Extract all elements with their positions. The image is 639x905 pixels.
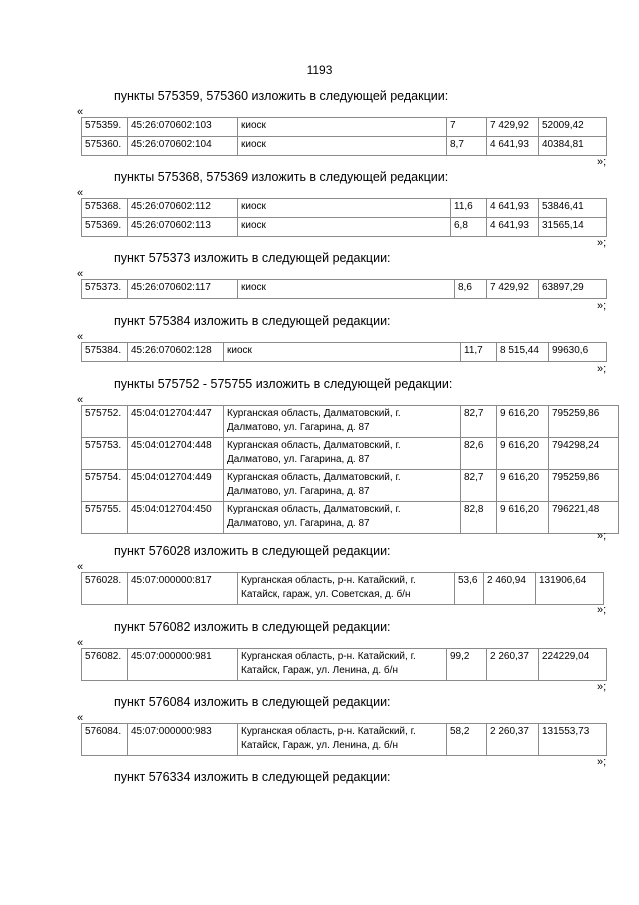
table-row: [82, 724, 607, 756]
area-cell: 11,6: [451, 199, 487, 218]
item-number-cell: 576082.: [82, 649, 128, 681]
value-cell: 40384,81: [539, 137, 607, 156]
item-number-cell: 575373.: [82, 280, 128, 299]
object-description-cell: киоск: [238, 280, 455, 299]
area-cell: 82,7: [461, 406, 497, 438]
rate-cell: 9 616,20: [497, 502, 549, 534]
cadastral-number-cell: 45:04:012704:450: [128, 502, 224, 534]
value-cell: 796221,48: [549, 502, 619, 534]
opening-quote: «: [77, 187, 84, 199]
rate-cell: 2 260,37: [487, 649, 539, 681]
closing-quote: »;: [597, 756, 607, 768]
cadastral-number-cell: 45:26:070602:113: [128, 218, 238, 237]
area-cell: 8,6: [455, 280, 487, 299]
cadastral-number-cell: 45:26:070602:103: [128, 118, 238, 137]
item-number-cell: 576084.: [82, 724, 128, 756]
object-description-cell: киоск: [224, 343, 461, 362]
cadastral-table: [81, 279, 607, 299]
value-cell: 795259,86: [549, 406, 619, 438]
cadastral-number-cell: 45:07:000000:981: [128, 649, 238, 681]
value-cell: 224229,04: [539, 649, 607, 681]
object-description-cell: Курганская область, Далматовский, г. Далматово, ул. Гагарина, д. 87: [224, 470, 461, 502]
table-row: [82, 649, 607, 681]
item-number-cell: 575368.: [82, 199, 128, 218]
closing-quote: »;: [597, 300, 607, 312]
table-row: [82, 218, 607, 237]
item-number-cell: 575359.: [82, 118, 128, 137]
rate-cell: 2 260,37: [487, 724, 539, 756]
opening-quote: «: [77, 561, 84, 573]
page-number: 1193: [306, 63, 333, 77]
section-heading: пункт 576028 изложить в следующей редакции:: [114, 544, 391, 558]
value-cell: 52009,42: [539, 118, 607, 137]
area-cell: 53,6: [455, 573, 484, 605]
table-row: [82, 438, 619, 470]
item-number-cell: 575369.: [82, 218, 128, 237]
item-number-cell: 576028.: [82, 573, 128, 605]
closing-quote: »;: [597, 156, 607, 168]
cadastral-table: [81, 198, 607, 237]
closing-quote: »;: [597, 530, 607, 542]
item-number-cell: 575755.: [82, 502, 128, 534]
closing-quote: »;: [597, 237, 607, 249]
area-cell: 8,7: [447, 137, 487, 156]
cadastral-number-cell: 45:26:070602:104: [128, 137, 238, 156]
object-description-cell: киоск: [238, 218, 451, 237]
closing-quote: »;: [597, 681, 607, 693]
table-row: [82, 406, 619, 438]
cadastral-table: [81, 648, 607, 681]
object-description-cell: Курганская область, р-н. Катайский, г. Катайск, Гараж, ул. Ленина, д. б/н: [238, 649, 447, 681]
table-row: [82, 343, 607, 362]
cadastral-number-cell: 45:07:000000:817: [128, 573, 238, 605]
rate-cell: 8 515,44: [497, 343, 549, 362]
cadastral-table: [81, 572, 604, 605]
section-heading: пункт 576334 изложить в следующей редакции:: [114, 770, 391, 784]
cadastral-table: [81, 117, 607, 156]
value-cell: 131553,73: [539, 724, 607, 756]
item-number-cell: 575752.: [82, 406, 128, 438]
rate-cell: 4 641,93: [487, 137, 539, 156]
rate-cell: 4 641,93: [487, 218, 539, 237]
rate-cell: 9 616,20: [497, 438, 549, 470]
object-description-cell: Курганская область, р-н. Катайский, г. Катайск, гараж, ул. Советская, д. б/н: [238, 573, 455, 605]
opening-quote: «: [77, 331, 84, 343]
rate-cell: 2 460,94: [484, 573, 536, 605]
table-row: [82, 137, 607, 156]
area-cell: 11,7: [461, 343, 497, 362]
area-cell: 6,8: [451, 218, 487, 237]
section-heading: пункты 575752 - 575755 изложить в следующей редакции:: [114, 377, 453, 391]
opening-quote: «: [77, 106, 84, 118]
value-cell: 31565,14: [539, 218, 607, 237]
table-row: [82, 573, 604, 605]
area-cell: 82,6: [461, 438, 497, 470]
opening-quote: «: [77, 268, 84, 280]
section-heading: пункт 575384 изложить в следующей редакции:: [114, 314, 391, 328]
area-cell: 99,2: [447, 649, 487, 681]
object-description-cell: киоск: [238, 137, 447, 156]
rate-cell: 9 616,20: [497, 406, 549, 438]
value-cell: 53846,41: [539, 199, 607, 218]
cadastral-table: [81, 405, 619, 534]
value-cell: 99630,6: [549, 343, 607, 362]
object-description-cell: Курганская область, Далматовский, г. Далматово, ул. Гагарина, д. 87: [224, 502, 461, 534]
area-cell: 58,2: [447, 724, 487, 756]
object-description-cell: Курганская область, Далматовский, г. Далматово, ул. Гагарина, д. 87: [224, 406, 461, 438]
cadastral-number-cell: 45:04:012704:449: [128, 470, 224, 502]
section-heading: пункт 576082 изложить в следующей редакции:: [114, 620, 391, 634]
section-heading: пункт 576084 изложить в следующей редакции:: [114, 695, 391, 709]
table-row: [82, 470, 619, 502]
cadastral-number-cell: 45:26:070602:112: [128, 199, 238, 218]
table-row: [82, 502, 619, 534]
area-cell: 7: [447, 118, 487, 137]
closing-quote: »;: [597, 604, 607, 616]
cadastral-number-cell: 45:04:012704:448: [128, 438, 224, 470]
table-row: [82, 199, 607, 218]
object-description-cell: киоск: [238, 118, 447, 137]
opening-quote: «: [77, 712, 84, 724]
closing-quote: »;: [597, 363, 607, 375]
cadastral-number-cell: 45:07:000000:983: [128, 724, 238, 756]
section-heading: пункты 575359, 575360 изложить в следующей редакции:: [114, 89, 449, 103]
value-cell: 63897,29: [539, 280, 607, 299]
section-heading: пункты 575368, 575369 изложить в следующей редакции:: [114, 170, 449, 184]
cadastral-number-cell: 45:26:070602:117: [128, 280, 238, 299]
rate-cell: 4 641,93: [487, 199, 539, 218]
object-description-cell: Курганская область, р-н. Катайский, г. Катайск, Гараж, ул. Ленина, д. б/н: [238, 724, 447, 756]
table-row: [82, 280, 607, 299]
cadastral-number-cell: 45:04:012704:447: [128, 406, 224, 438]
item-number-cell: 575360.: [82, 137, 128, 156]
rate-cell: 9 616,20: [497, 470, 549, 502]
section-heading: пункт 575373 изложить в следующей редакции:: [114, 251, 391, 265]
area-cell: 82,7: [461, 470, 497, 502]
rate-cell: 7 429,92: [487, 118, 539, 137]
object-description-cell: Курганская область, Далматовский, г. Далматово, ул. Гагарина, д. 87: [224, 438, 461, 470]
cadastral-table: [81, 342, 607, 362]
item-number-cell: 575753.: [82, 438, 128, 470]
item-number-cell: 575384.: [82, 343, 128, 362]
object-description-cell: киоск: [238, 199, 451, 218]
opening-quote: «: [77, 637, 84, 649]
table-row: [82, 118, 607, 137]
opening-quote: «: [77, 394, 84, 406]
cadastral-number-cell: 45:26:070602:128: [128, 343, 224, 362]
cadastral-table: [81, 723, 607, 756]
value-cell: 794298,24: [549, 438, 619, 470]
value-cell: 131906,64: [536, 573, 604, 605]
area-cell: 82,8: [461, 502, 497, 534]
rate-cell: 7 429,92: [487, 280, 539, 299]
item-number-cell: 575754.: [82, 470, 128, 502]
value-cell: 795259,86: [549, 470, 619, 502]
